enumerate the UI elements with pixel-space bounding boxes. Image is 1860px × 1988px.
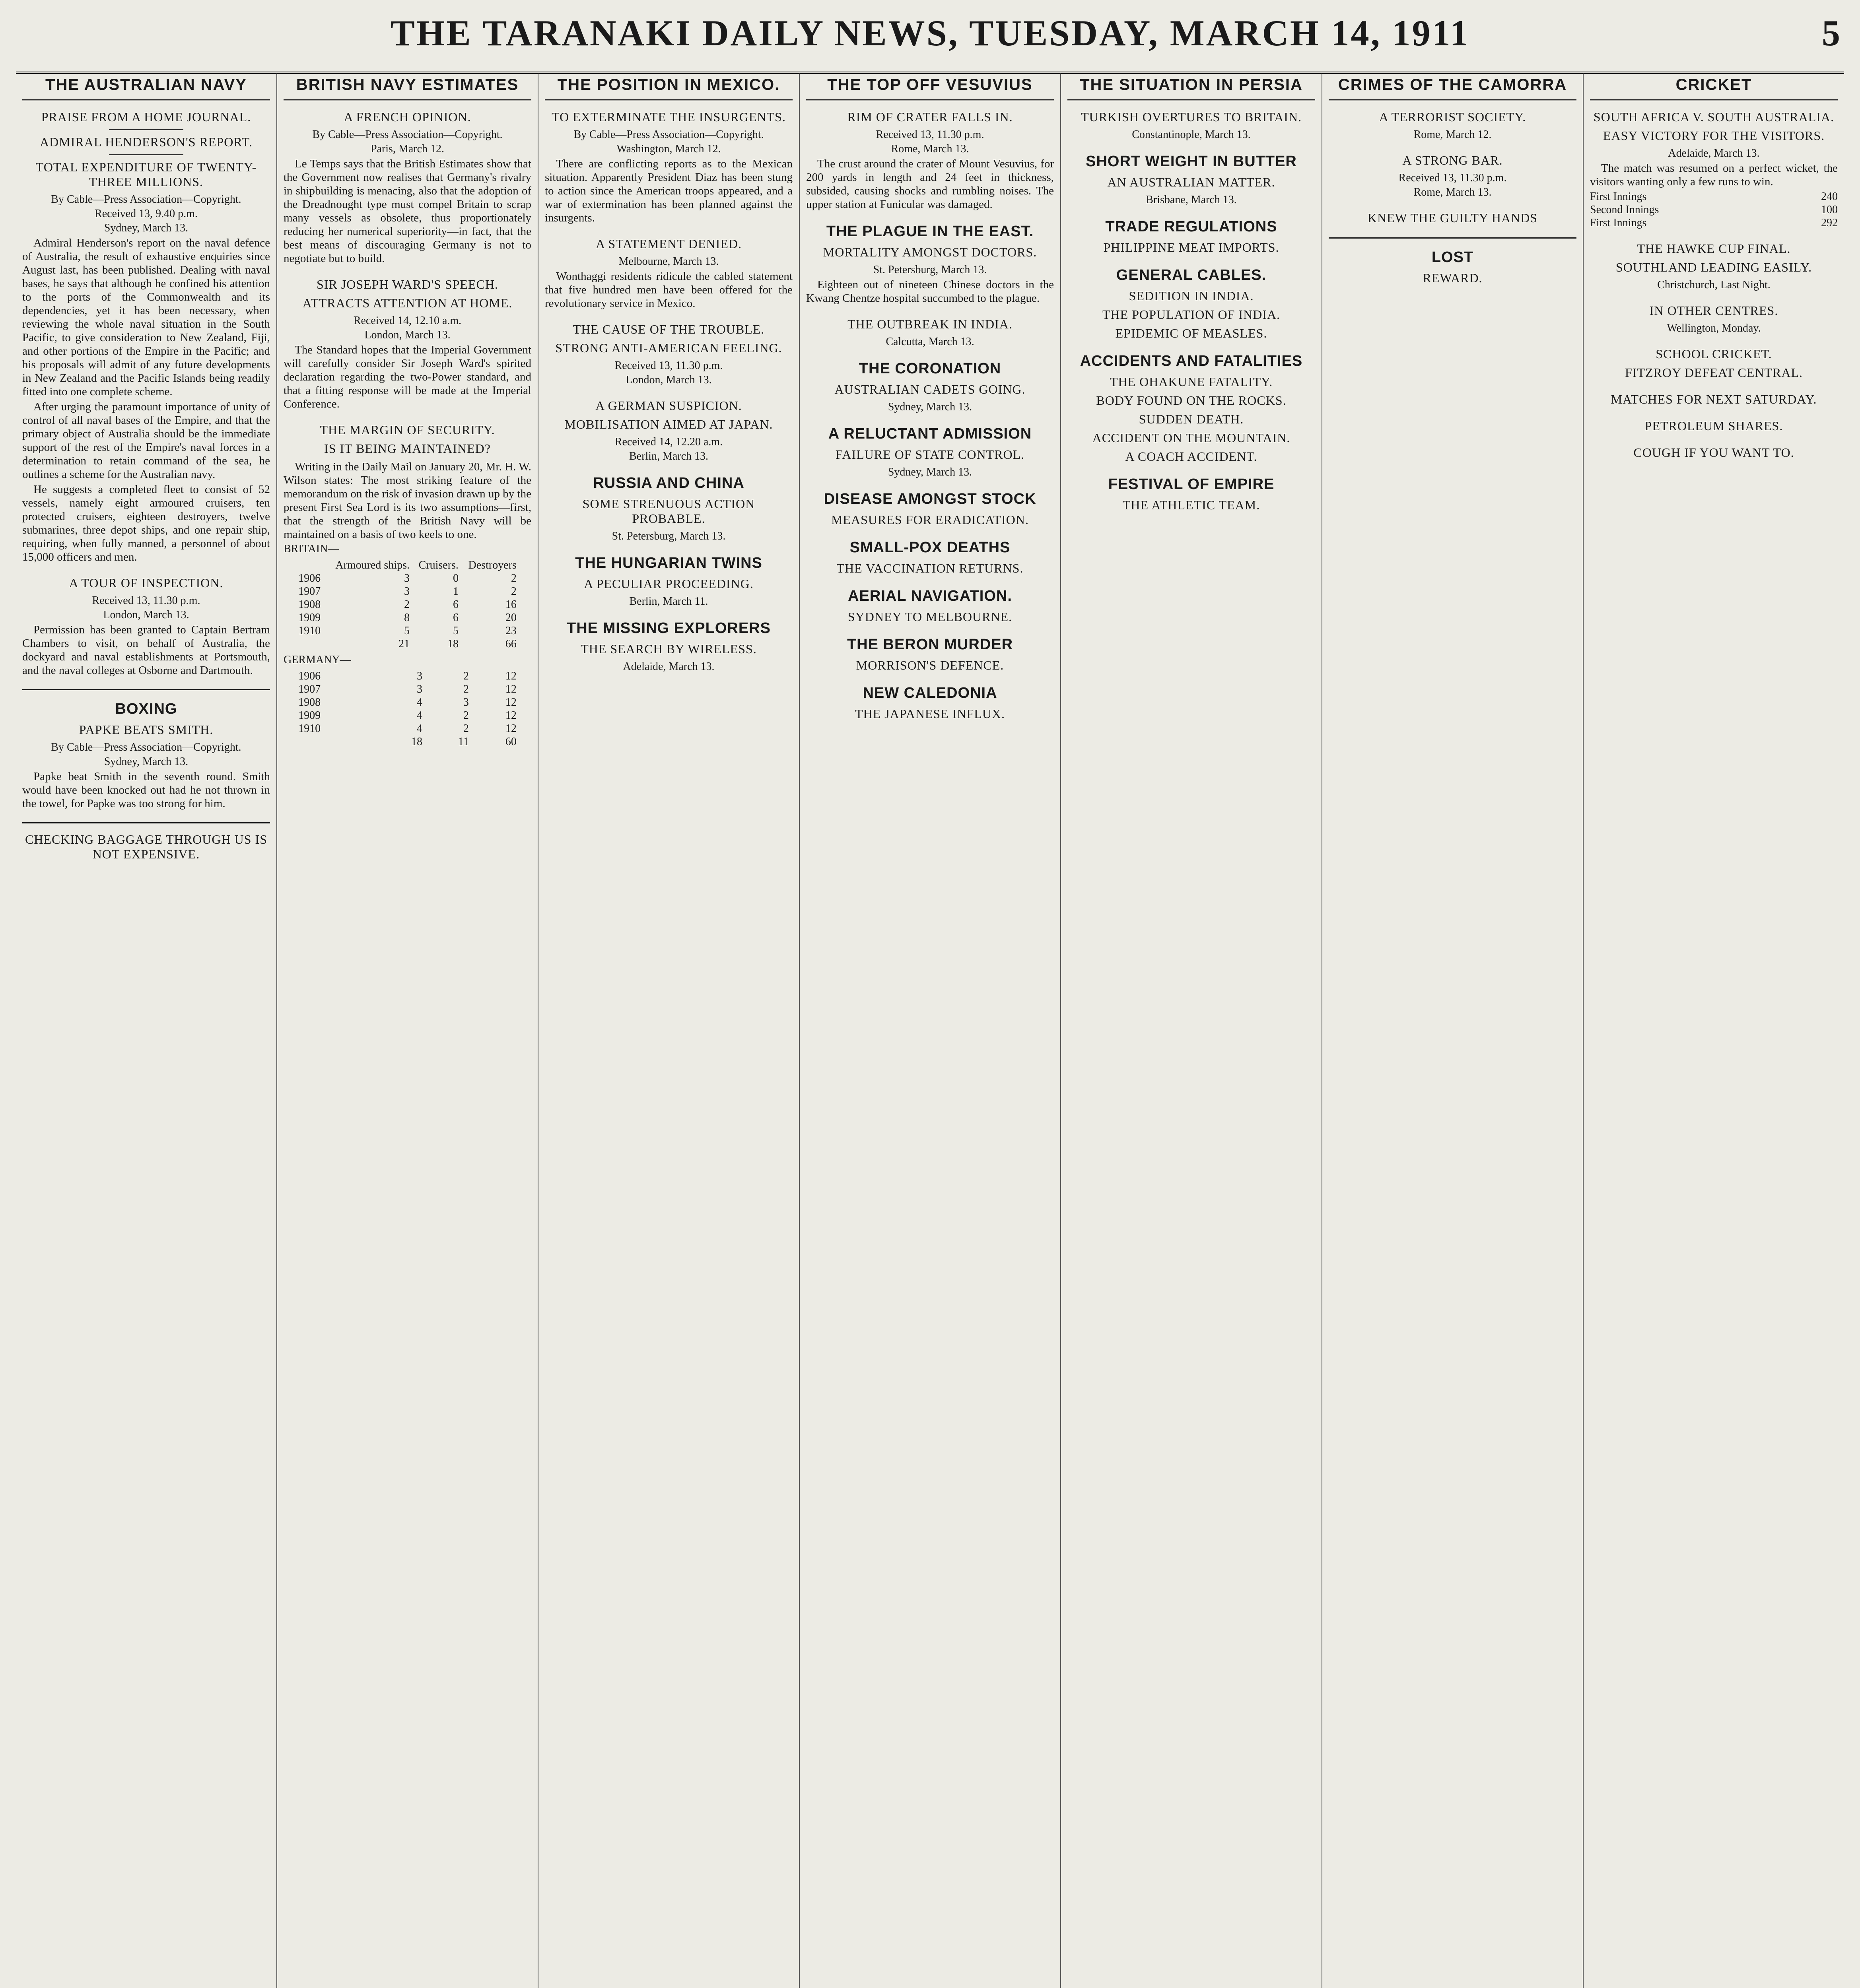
subheading: THE POPULATION OF INDIA.: [1102, 307, 1281, 322]
score-value: 100: [1821, 204, 1838, 216]
germany-table: [296, 670, 519, 748]
table-cell: 1910: [298, 722, 321, 735]
article: [1329, 211, 1576, 225]
column-heading: THE TOP OFF VESUVIUS: [806, 74, 1054, 101]
article: [545, 110, 793, 225]
table-total-row: [296, 637, 519, 650]
subheading: SOME STRENUOUS ACTION PROBABLE.: [582, 497, 755, 526]
score-label: First Innings: [1590, 190, 1647, 203]
subheading: MORRISON'S DEFENCE.: [856, 658, 1004, 672]
table-cell: 3: [417, 683, 423, 695]
byline: By Cable—Press Association—Copyright.: [573, 128, 764, 141]
lost-advertisement: [1329, 249, 1576, 285]
table-cell: 1907: [298, 585, 321, 598]
table-cell: 2: [511, 572, 517, 584]
subheading: MORTALITY AMONGST DOCTORS.: [823, 245, 1037, 259]
table-cell: 60: [505, 736, 517, 748]
paragraph: Eighteen out of nineteen Chinese doctors in the Kwang Chentze hospital succumbed to the plague.: [806, 278, 1054, 305]
dateline: Paris, March 12.: [370, 143, 445, 155]
headline: THE PLAGUE IN THE EAST.: [826, 223, 1034, 240]
subheading: ATTRACTS ATTENTION AT HOME.: [302, 296, 513, 310]
column-heading: THE POSITION IN MEXICO.: [545, 74, 793, 101]
table-header: Cruisers.: [418, 559, 459, 571]
table-cell: 2: [463, 709, 469, 722]
dateline: Berlin, March 13.: [629, 450, 709, 462]
dateline: London, March 13.: [364, 329, 451, 341]
table-row: [296, 598, 519, 611]
headline: BOXING: [115, 701, 177, 717]
subheading: IN OTHER CENTRES.: [1649, 303, 1778, 318]
byline: By Cable—Press Association—Copyright.: [51, 193, 241, 206]
subheading: SOUTH AFRICA V. SOUTH AUSTRALIA.: [1593, 110, 1835, 124]
table-cell: 4: [417, 696, 423, 709]
paragraph: After urging the paramount importance of unity of control of all naval bases of the Empire, and that the primary object of Australia should be the immediate support of the rest of the Empire's naval forces in a determination to retain command of the sea, he outlines a scheme for the Australian navy.: [22, 400, 270, 481]
table-cell: 2: [463, 722, 469, 735]
divider: [109, 154, 183, 155]
headline: SMALL-POX DEATHS: [849, 539, 1011, 556]
received: Received 13, 11.30 p.m.: [614, 359, 723, 372]
article: [1067, 110, 1315, 141]
paragraph: He suggests a completed fleet to consist of 52 vessels, namely eight armoured cruisers, ten protected cruisers, eighteen destroyers, twelve submarines, three depot ships, and one repair ship, requiring, when fully manned, a personnel of about 15,000 officers and men.: [22, 483, 270, 563]
paragraph: Writing in the Daily Mail on January 20, Mr. H. W. Wilson states: The most striking feature of the memorandum on the risk of invasion drawn up by the present First Sea Lord is its two assumptions—first, that the strength of the British Navy will be maintained on a basis of two keels to one.: [284, 460, 531, 541]
subheading: PRAISE FROM A HOME JOURNAL.: [41, 110, 251, 124]
article: [545, 398, 793, 463]
subheading: SEDITION IN INDIA.: [1129, 289, 1254, 303]
received: Received 13, 11.30 p.m.: [876, 128, 984, 141]
table-cell: 66: [505, 638, 517, 650]
table-header: Destroyers: [468, 559, 517, 571]
table-row: [296, 611, 519, 624]
received: Received 14, 12.10 a.m.: [353, 315, 462, 327]
table-cell: 3: [417, 670, 423, 682]
table-row: [296, 670, 519, 683]
article: [22, 701, 270, 810]
subheading: AUSTRALIAN CADETS GOING.: [834, 382, 1026, 396]
subheading: PAPKE BEATS SMITH.: [79, 722, 214, 737]
dateline: London, March 13.: [626, 374, 712, 386]
subheading: THE SEARCH BY WIRELESS.: [581, 642, 757, 656]
article: [1590, 392, 1838, 407]
table-cell: 5: [453, 625, 459, 637]
subheading: A FRENCH OPINION.: [344, 110, 471, 124]
subheading: A TERRORIST SOCIETY.: [1379, 110, 1526, 124]
subheading: SIR JOSEPH WARD'S SPEECH.: [317, 277, 498, 291]
paragraph: There are conflicting reports as to the Mexican situation. Apparently President Diaz has been stung to action since the American troops appeared, and a war of extermination has been planned against the insurgents.: [545, 157, 793, 224]
column-heading: CRIMES OF THE CAMORRA: [1329, 74, 1576, 101]
table-total-row: [296, 735, 519, 748]
column-cricket: [1584, 74, 1844, 1988]
table-cell: 0: [453, 572, 459, 584]
table-cell: 12: [505, 709, 517, 722]
article: [284, 423, 531, 748]
table-cell: 21: [398, 638, 410, 650]
table-cell: 1908: [298, 598, 321, 611]
table-header: Armoured ships.: [335, 559, 410, 571]
paragraph: Permission has been granted to Captain Bertram Chambers to visit, on behalf of Australia, the dockyard and naval establishments at Portsmouth, and the naval colleges at Osborne and Dartmouth.: [22, 623, 270, 677]
dateline: London, March 13.: [103, 609, 189, 621]
headline: TRADE REGULATIONS: [1105, 218, 1277, 235]
paragraph: Le Temps says that the British Estimates show that the Government now realises that Germany's rivalry in shipbuilding is menacing, also that the adoption of the Dreadnought type must compel Britain to scrap many vessels as obsolete, thus proportionately reducing her numerical superiority—in fact, that the best means of discouraging Germany is not to negotiate but to build.: [284, 157, 531, 265]
article: [806, 425, 1054, 479]
article: [1590, 445, 1838, 460]
headline: THE HUNGARIAN TWINS: [575, 555, 762, 571]
dateline: Rome, March 13.: [891, 143, 969, 155]
subheading: THE OHAKUNE FATALITY.: [1110, 375, 1273, 389]
table-cell: 1909: [298, 709, 321, 722]
table-header-row: [296, 559, 519, 572]
table-row: [296, 722, 519, 735]
subheading: STRONG ANTI-AMERICAN FEELING.: [555, 341, 782, 355]
table-cell: 1907: [298, 683, 321, 695]
table-cell: 4: [417, 722, 423, 735]
score-line: [1590, 190, 1838, 203]
headline: GENERAL CABLES.: [1116, 267, 1267, 283]
divider: [109, 129, 183, 130]
columns: [16, 74, 1844, 1988]
subheading: A GERMAN SUSPICION.: [595, 398, 742, 413]
table-row: [296, 572, 519, 585]
subheading: THE CAUSE OF THE TROUBLE.: [573, 322, 765, 336]
subheading: THE JAPANESE INFLUX.: [855, 707, 1005, 721]
table-cell: 12: [505, 722, 517, 735]
paragraph: The crust around the crater of Mount Vesuvius, for 200 yards in length and 24 feet in thickness, subsided, causing shocks and rumbling noises. The upper station at Funicular was damaged.: [806, 157, 1054, 211]
subheading: BODY FOUND ON THE ROCKS.: [1096, 393, 1287, 408]
table-cell: 11: [458, 736, 469, 748]
subheading: A COACH ACCIDENT.: [1125, 449, 1257, 464]
dateline: Rome, March 13.: [1413, 186, 1492, 198]
article: [1067, 153, 1315, 206]
dateline: Washington, March 12.: [616, 143, 721, 155]
article: [806, 360, 1054, 414]
subheading: COUGH IF YOU WANT TO.: [1633, 445, 1794, 460]
subheading: AN AUSTRALIAN MATTER.: [1107, 175, 1275, 189]
table-cell: [296, 735, 377, 748]
subheading: TURKISH OVERTURES TO BRITAIN.: [1081, 110, 1302, 124]
dateline: Sydney, March 13.: [104, 755, 189, 768]
headline: AERIAL NAVIGATION.: [848, 588, 1012, 604]
table-cell: 3: [404, 585, 410, 598]
subheading: MOBILISATION AIMED AT JAPAN.: [564, 417, 773, 431]
subheading: THE VACCINATION RETURNS.: [836, 561, 1024, 575]
table-cell: 6: [453, 598, 459, 611]
paragraph: Wonthaggi residents ridicule the cabled statement that five hundred men have been offered for the revolutionary service in Mexico.: [545, 270, 793, 310]
article: [284, 110, 531, 265]
headline: ACCIDENTS AND FATALITIES: [1080, 353, 1303, 369]
score-label: First Innings: [1590, 217, 1647, 229]
article: [1067, 218, 1315, 255]
table-cell: 1906: [298, 670, 321, 682]
column-australian-navy: [16, 74, 277, 1988]
headline: RUSSIA AND CHINA: [593, 475, 744, 491]
subheading: THE ATHLETIC TEAM.: [1122, 498, 1260, 512]
britain-table: [296, 559, 519, 650]
dateline: Christchurch, Last Night.: [1657, 279, 1771, 291]
article: [806, 491, 1054, 527]
divider: [22, 689, 270, 690]
advertisement-heading: CHECKING BAGGAGE THROUGH US IS NOT EXPENSIVE.: [25, 832, 267, 861]
table-cell: 2: [463, 670, 469, 682]
table-row: [296, 709, 519, 722]
dateline: Sydney, March 13.: [104, 222, 189, 234]
headline: A RELUCTANT ADMISSION: [828, 425, 1032, 442]
subheading: THE OUTBREAK IN INDIA.: [847, 317, 1013, 331]
subheading: RIM OF CRATER FALLS IN.: [847, 110, 1013, 124]
table-cell: 6: [453, 612, 459, 624]
article: [284, 277, 531, 411]
article: [1590, 303, 1838, 335]
received: Received 13, 11.30 p.m.: [1398, 172, 1507, 184]
column-british-navy-estimates: [277, 74, 538, 1988]
column-crimes-of-camorra: [1322, 74, 1584, 1988]
article: [545, 555, 793, 608]
article: [1067, 353, 1315, 464]
table-cell: 20: [505, 612, 517, 624]
score-line: [1590, 203, 1838, 216]
table-cell: 1910: [298, 625, 321, 637]
headline: THE BERON MURDER: [847, 636, 1013, 653]
subheading: A PECULIAR PROCEEDING.: [584, 577, 754, 591]
subheading: MEASURES FOR ERADICATION.: [831, 513, 1029, 527]
subheading: TO EXTERMINATE THE INSURGENTS.: [552, 110, 786, 124]
dateline: St. Petersburg, March 13.: [612, 530, 726, 542]
paragraph: Papke beat Smith in the seventh round. Smith would have been knocked out had he not thrown in the towel, for Papke was too strong for him.: [22, 770, 270, 810]
table-cell: 1: [453, 585, 459, 598]
table-cell: 12: [505, 683, 517, 695]
byline: By Cable—Press Association—Copyright.: [51, 741, 241, 753]
table-label: GERMANY—: [284, 654, 351, 666]
subheading: EPIDEMIC OF MEASLES.: [1115, 326, 1267, 340]
article: [1329, 110, 1576, 141]
subheading: ADMIRAL HENDERSON'S REPORT.: [40, 135, 253, 149]
subheading: MATCHES FOR NEXT SATURDAY.: [1611, 392, 1817, 406]
article: [1590, 241, 1838, 291]
table-cell: [296, 637, 325, 650]
divider: [22, 822, 270, 823]
column-heading: CRICKET: [1590, 74, 1838, 101]
article: [806, 636, 1054, 673]
page-number: 5: [1822, 13, 1840, 53]
column-heading: BRITISH NAVY ESTIMATES: [284, 74, 531, 101]
received: Received 13, 9.40 p.m.: [95, 208, 198, 220]
dateline: St. Petersburg, March 13.: [873, 264, 987, 276]
score-label: Second Innings: [1590, 204, 1659, 216]
subheading: PETROLEUM SHARES.: [1644, 419, 1783, 433]
headline: THE CORONATION: [859, 360, 1001, 377]
subheading: A STATEMENT DENIED.: [596, 237, 742, 251]
subheading: ACCIDENT ON THE MOUNTAIN.: [1092, 431, 1291, 445]
dateline: Adelaide, March 13.: [1668, 147, 1760, 159]
table-cell: 23: [505, 625, 517, 637]
column-position-in-mexico: [538, 74, 800, 1988]
paragraph: The match was resumed on a perfect wicket, the visitors wanting only a few runs to win.: [1590, 162, 1838, 188]
subheading: REWARD.: [1423, 271, 1483, 285]
masthead-title: THE TARANAKI DAILY NEWS, TUESDAY, MARCH 14, 1911: [390, 13, 1470, 53]
article: [1590, 419, 1838, 433]
paragraph: Admiral Henderson's report on the naval defence of Australia, the result of exhaustive enquiries since August last, has been published. Dealing with naval bases, he says that although he confined his attention to the ports of the Commonwealth and its dependencies, yet it has been necessary, when reviewing the whole naval situation in the South Pacific, to give consideration to New Zealand, Fiji, and other portions of the Empire in the Pacific; and his proposals will admit of any future developments in New Zealand and the Pacific Islands being readily fitted into one complete scheme.: [22, 237, 270, 398]
subheading: SCHOOL CRICKET.: [1656, 347, 1772, 361]
table-cell: 1908: [298, 696, 321, 709]
dateline: Rome, March 12.: [1413, 128, 1492, 141]
article: [1590, 110, 1838, 229]
table-cell: 2: [404, 598, 410, 611]
table-row: [296, 683, 519, 696]
subheading: A TOUR OF INSPECTION.: [69, 576, 224, 590]
dateline: Constantinople, March 13.: [1132, 128, 1251, 141]
table-header: [296, 559, 325, 572]
article: [806, 685, 1054, 721]
table-cell: 18: [447, 638, 459, 650]
column-top-off-vesuvius: [800, 74, 1061, 1988]
article: [1329, 153, 1576, 199]
headline: NEW CALEDONIA: [863, 685, 997, 701]
headline: FESTIVAL OF EMPIRE: [1108, 476, 1275, 493]
table-cell: 18: [411, 736, 423, 748]
table-cell: 3: [463, 696, 469, 709]
divider: [1329, 237, 1576, 239]
column-heading: THE SITUATION IN PERSIA: [1067, 74, 1315, 101]
table-cell: 12: [505, 670, 517, 682]
subheading: SYDNEY TO MELBOURNE.: [847, 610, 1013, 624]
dateline: Sydney, March 13.: [888, 466, 972, 478]
table-cell: 4: [417, 709, 423, 722]
subheading: EASY VICTORY FOR THE VISITORS.: [1603, 128, 1825, 143]
article: [806, 223, 1054, 305]
table-cell: 8: [404, 612, 410, 624]
article: [545, 237, 793, 310]
table-cell: 3: [404, 572, 410, 584]
subheading: SOUTHLAND LEADING EASILY.: [1615, 260, 1812, 274]
paragraph: The Standard hopes that the Imperial Government will carefully consider Sir Joseph Ward's spirited declaration regarding the two-Power standard, and that a fitting response will be made at the Imperial Conference.: [284, 344, 531, 410]
headline: SHORT WEIGHT IN BUTTER: [1086, 153, 1297, 170]
article: [806, 539, 1054, 576]
score-line: [1590, 216, 1838, 229]
subheading: KNEW THE GUILTY HANDS: [1367, 211, 1538, 225]
column-situation-in-persia: [1061, 74, 1322, 1988]
table-cell: 1909: [298, 612, 321, 624]
article: [806, 317, 1054, 348]
subheading: TOTAL EXPENDITURE OF TWENTY-THREE MILLIONS.: [35, 160, 257, 189]
subheading: THE MARGIN OF SECURITY.: [320, 423, 495, 437]
table-cell: 2: [463, 683, 469, 695]
subheading: IS IT BEING MAINTAINED?: [324, 441, 491, 456]
article: [545, 475, 793, 543]
score-value: 292: [1821, 217, 1838, 229]
headline: LOST: [1431, 249, 1474, 266]
received: Received 13, 11.30 p.m.: [92, 594, 200, 607]
subheading: A STRONG BAR.: [1402, 153, 1503, 167]
dateline: Calcutta, March 13.: [886, 336, 974, 348]
article: [22, 576, 270, 677]
column-heading: THE AUSTRALIAN NAVY: [22, 74, 270, 101]
subheading: FAILURE OF STATE CONTROL.: [835, 447, 1025, 462]
table-row: [296, 585, 519, 598]
dateline: Sydney, March 13.: [888, 401, 972, 413]
table-row: [296, 624, 519, 637]
table-cell: 16: [505, 598, 517, 611]
received: Received 14, 12.20 a.m.: [614, 436, 723, 448]
masthead: [16, 12, 1844, 60]
dateline: Brisbane, March 13.: [1146, 194, 1237, 206]
table-cell: 12: [505, 696, 517, 709]
headline: THE MISSING EXPLORERS: [567, 620, 771, 637]
score-value: 240: [1821, 190, 1838, 203]
byline: By Cable—Press Association—Copyright.: [312, 128, 503, 141]
article: [1590, 347, 1838, 380]
table-cell: 5: [404, 625, 410, 637]
table-cell: 1906: [298, 572, 321, 584]
article: [545, 322, 793, 386]
headline: DISEASE AMONGST STOCK: [824, 491, 1036, 507]
article: [1067, 476, 1315, 513]
table-label: BRITAIN—: [284, 543, 339, 555]
dateline: Melbourne, March 13.: [618, 255, 719, 268]
subheading: THE HAWKE CUP FINAL.: [1637, 241, 1791, 256]
table-row: [296, 696, 519, 709]
article: [22, 110, 270, 564]
dateline: Berlin, March 11.: [629, 595, 708, 608]
subheading: PHILIPPINE MEAT IMPORTS.: [1103, 240, 1279, 254]
subheading: SUDDEN DEATH.: [1139, 412, 1244, 426]
article: [545, 620, 793, 673]
dateline: Wellington, Monday.: [1667, 322, 1761, 334]
article: [806, 588, 1054, 624]
article: [806, 110, 1054, 211]
dateline: Adelaide, March 13.: [623, 660, 715, 673]
table-cell: 2: [511, 585, 517, 598]
article: [1067, 267, 1315, 341]
subheading: FITZROY DEFEAT CENTRAL.: [1625, 365, 1803, 380]
